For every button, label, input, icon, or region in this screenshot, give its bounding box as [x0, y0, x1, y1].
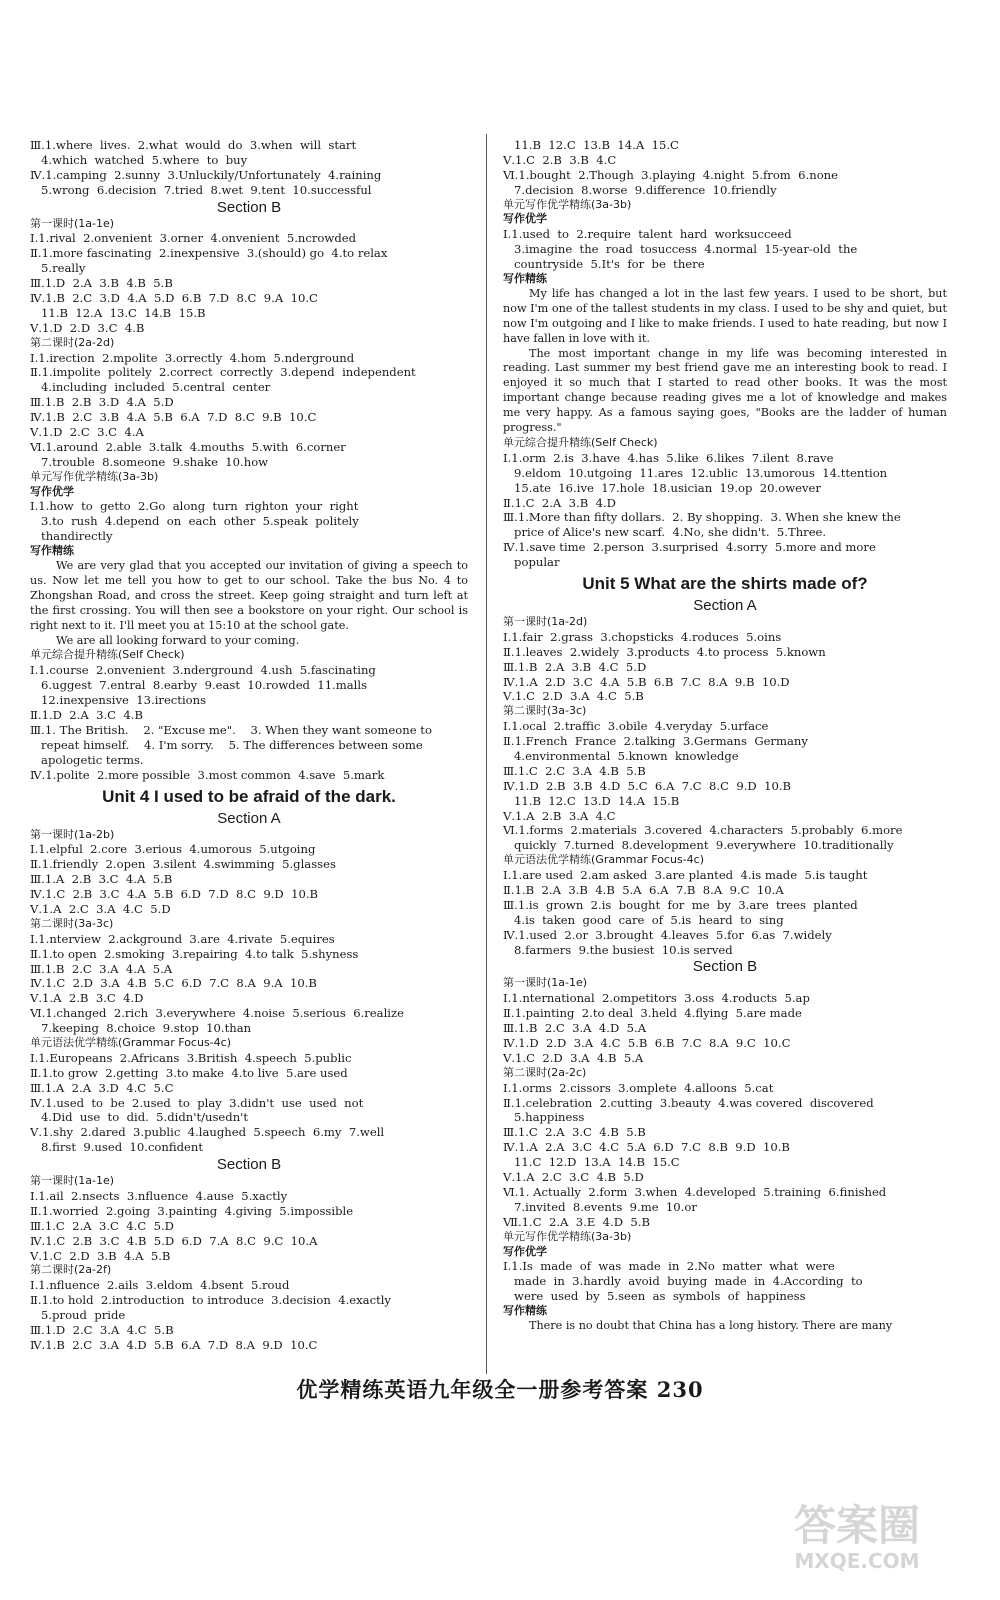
answer-line: Ⅴ.1.C 2.D 3.B 4.A 5.B [30, 1248, 171, 1263]
answer-line: price of Alice's new scarf. 4.No, she didn't. 5.Three. [503, 525, 827, 540]
answer-line: 4.environmental 5.known knowledge [503, 749, 739, 763]
answer-line: Ⅲ.1.C 2.C 3.A 4.B 5.B [503, 763, 646, 778]
answer-line: 3.to rush 4.depend on each other 5.speak politely [30, 514, 359, 529]
answer-line: Ⅴ.1.C 2.B 3.B 4.C [503, 152, 617, 167]
answer-line: were used by 5.seen as symbols of happiness [503, 1289, 806, 1304]
answer-line: Ⅳ.1.D 2.B 3.B 4.D 5.C 6.A 7.C 8.C 9.D 10.B [503, 778, 792, 793]
answer-line: 8.first 9.used 10.confident [30, 1140, 204, 1155]
answer-line: 15.ate 16.ive 17.hole 18.usician 19.op 20.owever [503, 480, 821, 495]
answer-line: Ⅱ.1.D 2.A 3.C 4.B [30, 708, 143, 723]
writing-heading: 写作精练 [30, 544, 74, 558]
section-heading: Section A [217, 809, 281, 827]
writing-heading: 写作优学 [30, 484, 74, 498]
answer-line: Ⅰ.1.nterview 2.ackground 3.are 4.rivate 5.equires [30, 931, 335, 946]
section-heading: Section B [692, 958, 758, 976]
answer-line: Ⅰ.1.irection 2.mpolite 3.orrectly 4.hom 5.nderground [30, 350, 355, 365]
answer-line: 6.uggest 7.entral 8.earby 9.east 10.rowded 11.malls [30, 678, 368, 693]
answer-line: Ⅲ.1.D 2.C 3.A 4.C 5.B [30, 1323, 174, 1337]
answer-line: Ⅴ.1.D 2.C 3.C 4.A [30, 425, 144, 440]
left-column [30, 138, 468, 1353]
answer-line: quickly 7.turned 8.development 9.everywhere 10.traditionally [503, 838, 894, 853]
lesson-heading: 单元写作优学精练(3a-3b) [503, 197, 632, 211]
lesson-heading: 单元语法优学精练(Grammar Focus-4c) [503, 853, 704, 867]
page-footer: 优学精练英语九年级全一册参考答案 230 [296, 1377, 704, 1402]
answer-line: made in 3.hardly avoid buying made in 4.According to [503, 1274, 863, 1289]
answer-line: Ⅳ.1.used 2.or 3.brought 4.leaves 5.for 6.as 7.widely [503, 927, 832, 942]
answer-line: Ⅰ.1.ocal 2.traffic 3.obile 4.veryday 5.urface [503, 719, 769, 734]
answer-line: 4.is taken good care of 5.is heard to sing [503, 912, 784, 927]
answer-line: Ⅲ.1.where lives. 2.what would do 3.when will start [30, 138, 357, 152]
answer-line: Ⅰ.1.ail 2.nsects 3.nfluence 4.ause 5.xactly [30, 1188, 288, 1203]
answer-line: Ⅲ.1.B 2.C 3.A 4.D 5.A [503, 1021, 647, 1036]
answer-line: Ⅲ.1.D 2.A 3.B 4.B 5.B [30, 276, 173, 291]
answer-line: Ⅲ.1.C 2.A 3.C 4.B 5.B [503, 1125, 646, 1140]
answer-line: Ⅳ.1.B 2.C 3.B 4.A 5.B 6.A 7.D 8.C 9.B 10.C [30, 410, 317, 425]
answer-line: 7.trouble 8.someone 9.shake 10.how [30, 454, 269, 469]
answer-line: 11.B 12.C 13.B 14.A 15.C [503, 138, 679, 152]
answer-line: Ⅲ.1.A 2.B 3.C 4.A 5.B [30, 872, 173, 887]
essay-paragraph: We are very glad that you accepted our invitation of giving a speech to us. Now let me tell you how to get to our school. Take the bus No. 4 to Zhongshan Road, and cross the street. Keep going straight and turn left at the first crossing. You will then see a bookstore on your right. Our school is right next to it. I'll meet you at 15:10 at the school gate. [30, 559, 468, 632]
answer-line: Ⅳ.1.save time 2.person 3.surprised 4.sorry 5.more and more [503, 540, 876, 555]
answer-line: 4.Did use to did. 5.didn't/usedn't [30, 1110, 249, 1125]
answer-line: Ⅱ.1.to hold 2.introduction to introduce 3.decision 4.exactly [30, 1293, 391, 1308]
answer-line: apologetic terms. [30, 752, 144, 767]
unit-title: Unit 5 What are the shirts made of? [582, 573, 868, 593]
answer-line: Ⅰ.1.fair 2.grass 3.chopsticks 4.roduces 5.oins [503, 629, 782, 644]
answer-line: Ⅴ.1.shy 2.dared 3.public 4.laughed 5.speech 6.my 7.well [30, 1125, 385, 1140]
answer-line: Ⅰ.1.orm 2.is 3.have 4.has 5.like 6.likes 7.ilent 8.rave [503, 450, 834, 465]
answer-line: Ⅱ.1.friendly 2.open 3.silent 4.swimming 5.glasses [30, 857, 336, 872]
lesson-heading: 单元语法优学精练(Grammar Focus-4c) [30, 1035, 231, 1049]
answer-line: Ⅰ.1.nternational 2.ompetitors 3.oss 4.roducts 5.ap [503, 991, 810, 1006]
right-column [503, 138, 947, 1334]
answer-line: Ⅳ.1.A 2.A 3.C 4.C 5.A 6.D 7.C 8.B 9.D 10.B [503, 1140, 790, 1155]
lesson-heading: 单元综合提升精练(Self Check) [503, 435, 658, 449]
answer-line: Ⅳ.1.B 2.C 3.A 4.D 5.B 6.A 7.D 8.A 9.D 10.C [30, 1337, 318, 1352]
answer-line: countryside 5.It's for be there [503, 257, 705, 272]
answer-line: Ⅱ.1.celebration 2.cutting 3.beauty 4.was covered discovered [503, 1095, 874, 1110]
answer-line: Ⅳ.1.camping 2.sunny 3.Unluckily/Unfortunately 4.raining [30, 167, 382, 182]
answer-line: popular [503, 555, 560, 570]
answer-line: Ⅰ.1.how to getto 2.Go along turn righton your right [30, 499, 359, 514]
lesson-heading: 单元写作优学精练(3a-3b) [30, 469, 159, 483]
section-heading: Section A [693, 596, 757, 614]
answer-line: Ⅱ.1.worried 2.going 3.painting 4.giving 5.impossible [30, 1203, 354, 1218]
answer-line: Ⅵ.1.bought 2.Though 3.playing 4.night 5.from 6.none [503, 167, 839, 182]
answer-line: Ⅲ.1.C 2.A 3.C 4.C 5.D [30, 1218, 174, 1233]
answer-line: Ⅲ.1.B 2.A 3.B 4.C 5.D [503, 659, 647, 674]
lesson-heading: 第一课时(1a-1e) [503, 976, 588, 990]
answer-line: Ⅱ.1.impolite politely 2.correct correctly 3.depend independent [30, 365, 416, 380]
answer-line: Ⅰ.1.Is made of was made in 2.No matter what were [503, 1259, 835, 1274]
answer-line: thandirectly [30, 529, 113, 544]
answer-line: 4.which watched 5.where to buy [30, 152, 248, 167]
column-divider [486, 134, 487, 1374]
answer-line: Ⅰ.1.course 2.onvenient 3.nderground 4.ush 5.fascinating [30, 663, 376, 678]
answer-line: Ⅵ.1.around 2.able 3.talk 4.mouths 5.with 6.corner [30, 439, 346, 454]
answer-line: 11.B 12.A 13.C 14.B 15.B [30, 305, 206, 320]
answer-line: Ⅱ.1.French France 2.talking 3.Germans Germany [503, 734, 808, 749]
answer-line: Ⅲ.1.B 2.B 3.D 4.A 5.D [30, 395, 174, 410]
answer-line: Ⅳ.1.D 2.D 3.A 4.C 5.B 6.B 7.C 8.A 9.C 10.C [503, 1036, 791, 1051]
watermark-title: 答案圈 [793, 1501, 921, 1550]
answer-line: Ⅳ.1.B 2.C 3.D 4.A 5.D 6.B 7.D 8.C 9.A 10.C [30, 291, 318, 306]
answer-line: 11.B 12.C 13.D 14.A 15.B [503, 793, 680, 808]
answer-line: repeat himself. 4. I'm sorry. 5. The differences between some [30, 737, 423, 752]
answer-line: Ⅱ.1.C 2.A 3.B 4.D [503, 495, 616, 510]
answer-line: Ⅲ.1.A 2.A 3.D 4.C 5.C [30, 1080, 174, 1095]
answer-line: Ⅳ.1.C 2.B 3.C 4.A 5.B 6.D 7.D 8.C 9.D 10.B [30, 887, 319, 902]
section-heading: Section B [216, 198, 282, 216]
answer-line: Ⅴ.1.A 2.B 3.C 4.D [30, 991, 144, 1006]
unit-title: Unit 4 I used to be afraid of the dark. [102, 786, 396, 806]
answer-line: Ⅳ.1.A 2.D 3.C 4.A 5.B 6.B 7.C 8.A 9.B 10.D [503, 674, 790, 689]
answer-line: Ⅱ.1.more fascinating 2.inexpensive 3.(should) go 4.to relax [30, 246, 388, 261]
answer-line: Ⅰ.1.used to 2.require talent hard worksucceed [503, 227, 792, 242]
lesson-heading: 第一课时(1a-1e) [30, 216, 115, 230]
answer-line: 4.including included 5.central center [30, 380, 271, 395]
writing-heading: 写作优学 [503, 212, 547, 226]
answer-line: Ⅳ.1.used to be 2.used to play 3.didn't use used not [30, 1095, 364, 1110]
answer-line: 12.inexpensive 13.irections [30, 693, 207, 708]
answer-line: 5.proud pride [30, 1308, 126, 1323]
answer-line: Ⅰ.1.Europeans 2.Africans 3.British 4.speech 5.public [30, 1050, 352, 1065]
essay-paragraph: We are all looking forward to your coming. [56, 633, 300, 647]
answer-line: 5.wrong 6.decision 7.tried 8.wet 9.tent 10.successful [30, 182, 372, 197]
answer-line: Ⅴ.1.A 2.B 3.A 4.C [503, 808, 616, 823]
answer-line: Ⅰ.1.orms 2.cissors 3.omplete 4.alloons 5.cat [503, 1080, 774, 1095]
answer-line: 5.really [30, 261, 86, 276]
lesson-heading: 第二课时(2a-2f) [30, 1263, 112, 1277]
answer-line: 9.eldom 10.utgoing 11.ares 12.ublic 13.umorous 14.ttention [503, 465, 888, 480]
lesson-heading: 单元综合提升精练(Self Check) [30, 648, 185, 662]
answer-line: Ⅳ.1.polite 2.more possible 3.most common 4.save 5.mark [30, 767, 385, 782]
essay-paragraph: The most important change in my life was becoming interested in reading. Last summer my best friend gave me an interesting book to read. I enjoyed it so much that I started to read other books. It was the most important change because reading gives me a lot of knowledge and makes me very happy. As a famous saying goes, "Books are the ladder of human progress." [503, 346, 947, 435]
lesson-heading: 第一课时(1a-2b) [30, 827, 115, 841]
answer-line: Ⅲ.1.B 2.C 3.A 4.A 5.A [30, 961, 173, 976]
writing-heading: 写作优学 [503, 1244, 547, 1258]
answer-line: Ⅲ.1.More than fifty dollars. 2. By shopping. 3. When she knew the [503, 510, 901, 525]
watermark-logo [742, 1496, 972, 1574]
essay-paragraph: There is no doubt that China has a long history. There are many [529, 1318, 893, 1332]
answer-line: 7.invited 8.events 9.me 10.or [503, 1199, 697, 1214]
answer-line: Ⅰ.1.rival 2.onvenient 3.orner 4.onvenient 5.ncrowded [30, 231, 357, 246]
writing-heading: 写作精练 [503, 1304, 547, 1318]
answer-line: 7.keeping 8.choice 9.stop 10.than [30, 1021, 252, 1036]
answer-line: Ⅴ.1.A 2.C 3.C 4.B 5.D [503, 1170, 644, 1185]
lesson-heading: 第一课时(1a-1e) [30, 1174, 115, 1188]
answer-line: Ⅱ.1.painting 2.to deal 3.held 4.flying 5.are made [503, 1006, 802, 1021]
answer-line: Ⅰ.1.elpful 2.core 3.erious 4.umorous 5.utgoing [30, 842, 316, 857]
lesson-heading: 第二课时(2a-2d) [30, 335, 115, 349]
watermark-url: MXQE.COM [794, 1549, 920, 1573]
answer-line: Ⅰ.1.are used 2.am asked 3.are planted 4.is made 5.is taught [503, 868, 868, 883]
answer-line: 5.happiness [503, 1110, 585, 1125]
answer-line: Ⅴ.1.C 2.D 3.A 4.B 5.A [503, 1050, 644, 1065]
writing-heading: 写作精练 [503, 272, 547, 286]
answer-line: Ⅱ.1.leaves 2.widely 3.products 4.to process 5.known [503, 644, 826, 659]
lesson-heading: 第二课时(2a-2c) [503, 1065, 587, 1079]
answer-line: Ⅴ.1.D 2.D 3.C 4.B [30, 320, 145, 335]
lesson-heading: 第一课时(1a-2d) [503, 614, 588, 628]
answer-line: Ⅶ.1.C 2.A 3.E 4.D 5.B [503, 1214, 650, 1229]
answer-line: Ⅴ.1.C 2.D 3.A 4.C 5.B [503, 689, 644, 704]
answer-line: Ⅳ.1.C 2.B 3.C 4.B 5.D 6.D 7.A 8.C 9.C 10.A [30, 1233, 318, 1248]
lesson-heading: 第二课时(3a-3c) [30, 916, 114, 930]
answer-line: 3.imagine the road tosuccess 4.normal 15-year-old the [503, 242, 858, 257]
answer-line: Ⅲ.1.is grown 2.is bought for me by 3.are trees planted [503, 897, 858, 912]
answer-line: Ⅱ.1.to grow 2.getting 3.to make 4.to live 5.are used [30, 1065, 348, 1080]
answer-line: Ⅳ.1.C 2.D 3.A 4.B 5.C 6.D 7.C 8.A 9.A 10.B [30, 976, 317, 991]
essay-paragraph: My life has changed a lot in the last few years. I used to be short, but now I'm one of the tallest students in my class. I used to be shy and quiet, but now I'm outgoing and I like to make friends. I used to hate reading, but now I have fallen in love with it. [503, 286, 947, 345]
answer-line: 7.decision 8.worse 9.difference 10.friendly [503, 182, 777, 197]
answer-line: Ⅰ.1.nfluence 2.ails 3.eldom 4.bsent 5.roud [30, 1278, 290, 1293]
answer-line: Ⅴ.1.A 2.C 3.A 4.C 5.D [30, 901, 171, 916]
lesson-heading: 单元写作优学精练(3a-3b) [503, 1229, 632, 1243]
answer-line: Ⅲ.1. The British. 2. "Excuse me". 3. When they want someone to [30, 722, 432, 737]
section-heading: Section B [216, 1156, 282, 1174]
answer-line: Ⅵ.1.forms 2.materials 3.covered 4.characters 5.probably 6.more [503, 823, 903, 838]
answer-line: Ⅱ.1.B 2.A 3.B 4.B 5.A 6.A 7.B 8.A 9.C 10.A [503, 883, 784, 898]
lesson-heading: 第二课时(3a-3c) [503, 704, 587, 718]
answer-line: Ⅵ.1.changed 2.rich 3.everywhere 4.noise 5.serious 6.realize [30, 1006, 404, 1021]
answer-line: Ⅱ.1.to open 2.smoking 3.repairing 4.to talk 5.shyness [30, 946, 359, 961]
answer-line: 8.farmers 9.the busiest 10.is served [503, 942, 733, 957]
answer-line: Ⅵ.1. Actually 2.form 3.when 4.developed 5.training 6.finished [503, 1184, 887, 1199]
answer-line: 11.C 12.D 13.A 14.B 15.C [503, 1155, 680, 1170]
